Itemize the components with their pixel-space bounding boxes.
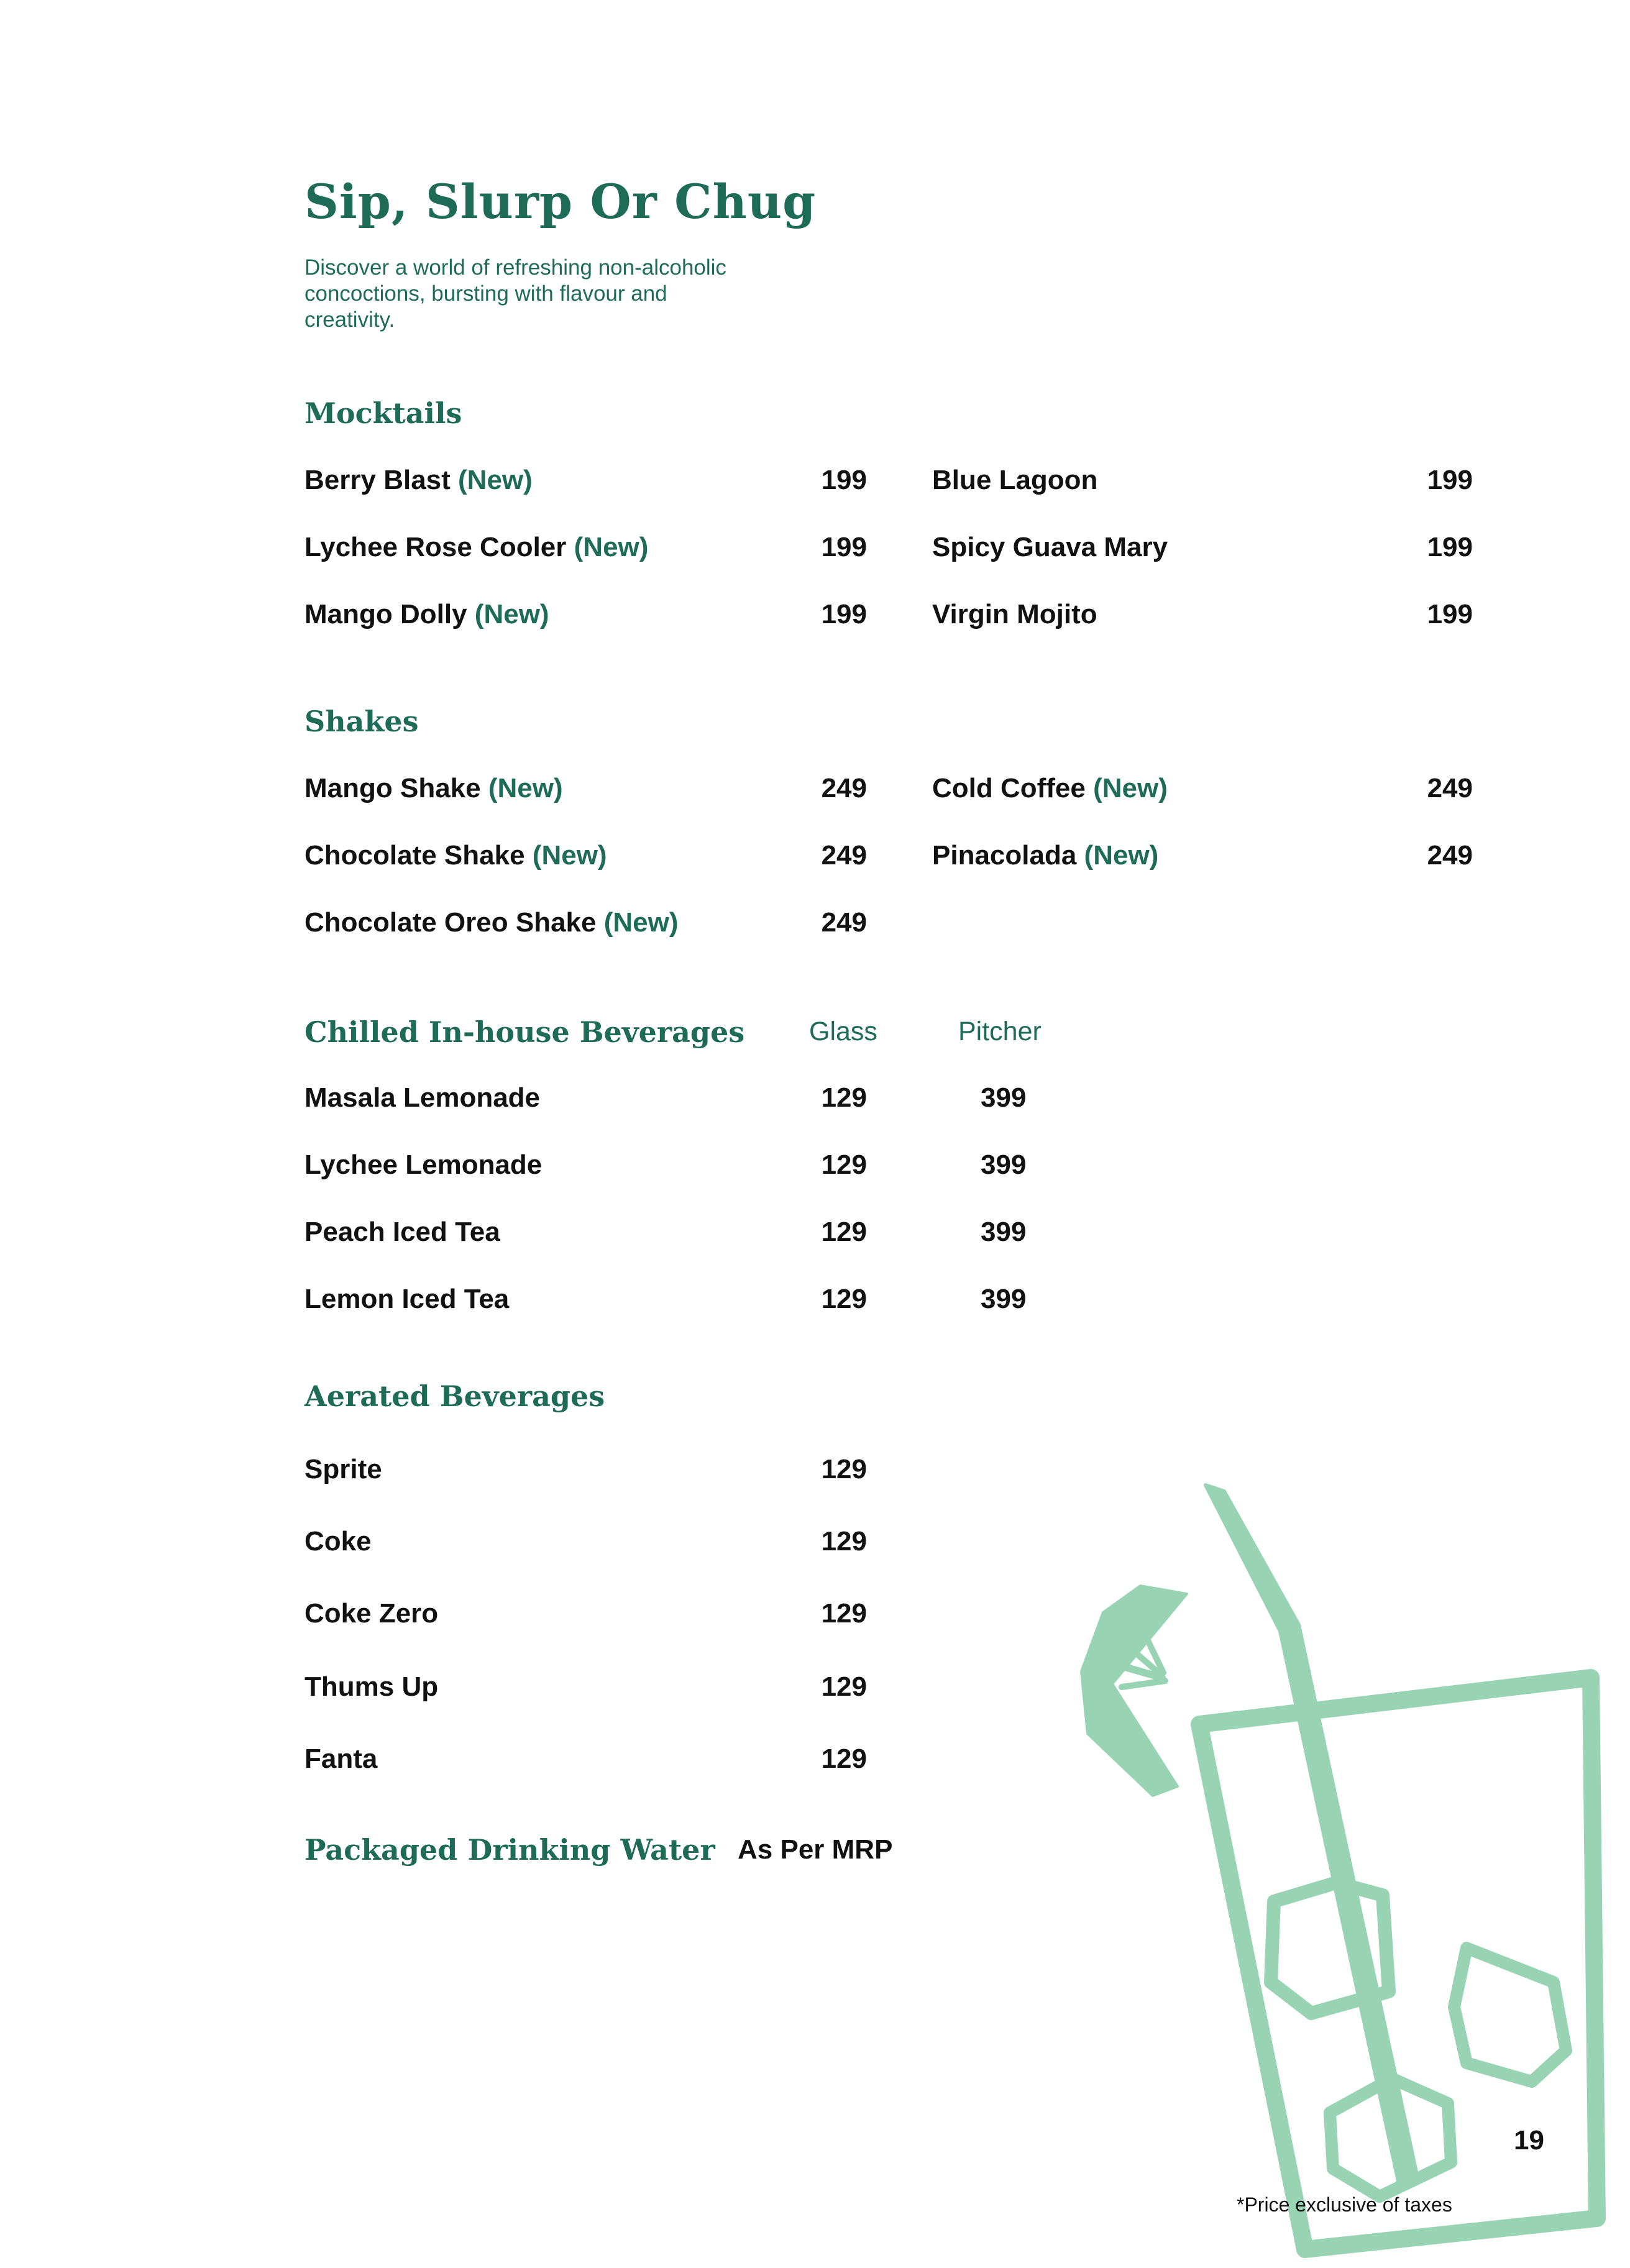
item-name: Spicy Guava Mary <box>932 532 1168 562</box>
glass-price: 129 <box>821 1082 867 1113</box>
item-price: 129 <box>821 1671 867 1702</box>
menu-item: Thums Up <box>304 1671 439 1702</box>
new-tag: (New) <box>474 599 549 629</box>
section-title-mocktails: Mocktails <box>304 396 462 430</box>
price-footnote: *Price exclusive of taxes <box>1237 2193 1452 2216</box>
new-tag: (New) <box>1093 773 1168 803</box>
section-title-water: Packaged Drinking Water <box>304 1833 715 1867</box>
item-price: 129 <box>821 1598 867 1629</box>
new-tag: (New) <box>532 840 607 871</box>
item-price: 249 <box>1427 840 1473 871</box>
intro-text: Discover a world of refreshing non-alcoholic concoctions, bursting with flavour and creativity. <box>304 255 726 332</box>
glass-price: 129 <box>821 1284 867 1314</box>
column-label-pitcher: Pitcher <box>958 1017 1042 1046</box>
new-tag: (New) <box>488 773 563 803</box>
menu-item: Peach Iced Tea <box>304 1217 500 1247</box>
pitcher-price: 399 <box>981 1082 1027 1113</box>
glass-price: 129 <box>821 1217 867 1247</box>
glass-price: 129 <box>821 1150 867 1180</box>
pitcher-price: 399 <box>981 1217 1027 1247</box>
item-name: Mango Dolly <box>304 599 467 629</box>
new-tag: (New) <box>458 465 533 495</box>
item-price: 249 <box>821 840 867 871</box>
water-price: As Per MRP <box>738 1834 893 1865</box>
item-price: 199 <box>821 532 867 562</box>
menu-item: Sprite <box>304 1454 382 1484</box>
menu-item <box>304 840 607 871</box>
menu-item: Lychee Lemonade <box>304 1150 543 1180</box>
item-price: 199 <box>1427 599 1473 629</box>
section-title-shakes: Shakes <box>304 705 419 738</box>
menu-item <box>932 532 1168 563</box>
item-name: Lychee Rose Cooler <box>304 532 567 562</box>
menu-item <box>932 465 1097 496</box>
section-title-aerated: Aerated Beverages <box>304 1379 605 1413</box>
menu-item <box>932 773 1168 804</box>
item-name: Chocolate Oreo Shake <box>304 907 597 938</box>
menu-item <box>304 599 549 630</box>
item-price: 199 <box>821 465 867 495</box>
menu-item <box>932 599 1097 630</box>
new-tag: (New) <box>603 907 679 938</box>
page-title: Sip, Slurp Or Chug <box>304 174 817 229</box>
item-name: Chocolate Shake <box>304 840 525 871</box>
ice-cube-icon <box>1271 1883 1389 2013</box>
ice-cube-icon <box>1454 1948 1566 2082</box>
menu-item <box>304 907 679 938</box>
item-price: 249 <box>1427 773 1473 803</box>
item-price: 199 <box>1427 465 1473 495</box>
page-number: 19 <box>1514 2125 1544 2156</box>
new-tag: (New) <box>1084 840 1159 871</box>
item-name: Blue Lagoon <box>932 465 1098 495</box>
item-price: 129 <box>821 1526 867 1557</box>
item-price: 199 <box>821 599 867 629</box>
menu-item <box>304 465 533 496</box>
menu-item <box>932 840 1158 871</box>
lime-slice-icon <box>1081 1586 1187 1796</box>
item-price: 199 <box>1427 532 1473 562</box>
pitcher-price: 399 <box>981 1150 1027 1180</box>
item-price: 249 <box>821 773 867 803</box>
section-title-chilled: Chilled In-house Beverages <box>304 1015 745 1049</box>
item-price: 129 <box>821 1744 867 1774</box>
menu-item: Coke <box>304 1526 372 1557</box>
menu-item <box>304 773 563 804</box>
menu-item: Fanta <box>304 1744 378 1774</box>
menu-item: Lemon Iced Tea <box>304 1284 510 1314</box>
pitcher-price: 399 <box>981 1284 1027 1314</box>
item-name: Cold Coffee <box>932 773 1086 803</box>
item-name: Berry Blast <box>304 465 451 495</box>
item-name: Pinacolada <box>932 840 1077 871</box>
menu-item <box>304 532 648 563</box>
item-name: Mango Shake <box>304 773 481 803</box>
new-tag: (New) <box>574 532 649 562</box>
column-label-glass: Glass <box>809 1017 877 1046</box>
menu-item: Coke Zero <box>304 1598 439 1629</box>
item-price: 129 <box>821 1454 867 1484</box>
menu-item: Masala Lemonade <box>304 1082 541 1113</box>
item-price: 249 <box>821 907 867 938</box>
item-name: Virgin Mojito <box>932 599 1097 629</box>
